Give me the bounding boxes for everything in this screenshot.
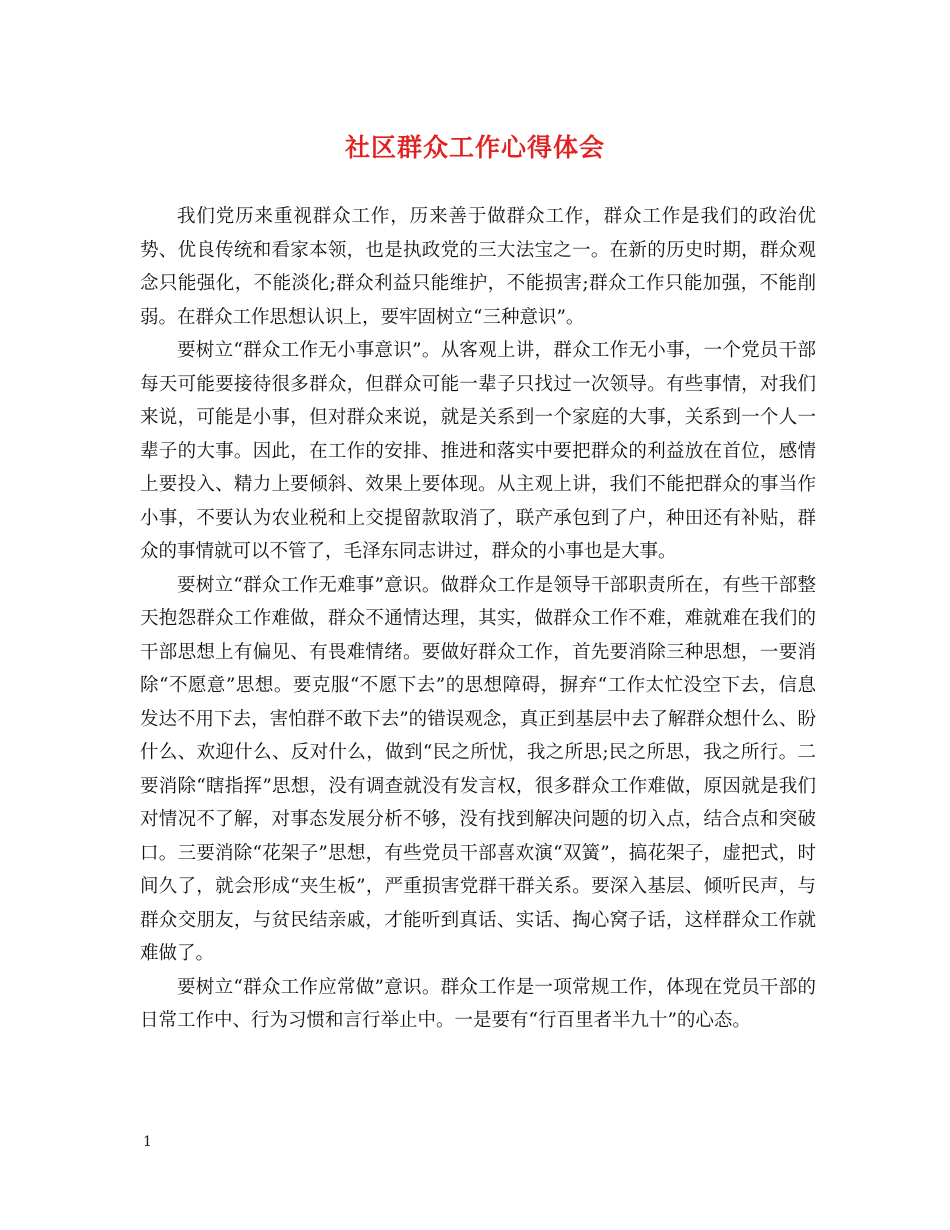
paragraph: 要树立“群众工作无小事意识”。从客观上讲，群众工作无小事，一个党员干部每天可能要接待很多群众，但群众可能一辈子只找过一次领导。有些事情，对我们来说，可能是小事，但对群众来说，就是关系到一个家庭的大事，关系到一个人一辈子的大事。因此，在工作的安排、推进和落实中要把群众的利益放在首位，感情上要投入、精力上要倾斜、效果上要体现。从主观上讲，我们不能把群众的事当作小事，不要认为农业税和上交提留款取消了，联产承包到了户，种田还有补贴，群众的事情就可以不管了，毛泽东同志讲过，群众的小事也是大事。 [140,340,816,562]
page-number: 1 [143,1134,152,1150]
document-title: 社区群众工作心得体会 [344,133,605,162]
document-body [140,200,816,1038]
paragraph: 要树立“群众工作应常做”意识。群众工作是一项常规工作，体现在党员干部的日常工作中、行为习惯和言行举止中。一是要有“行百里者半九十”的心态。 [140,976,816,1031]
paragraph: 要树立“群众工作无难事”意识。做群众工作是领导干部职责所在，有些干部整天抱怨群众工作难做，群众不通情达理，其实，做群众工作不难，难就难在我们的干部思想上有偏见、有畏难情绪。要做好群众工作，首先要消除三种思想，一要消除“不愿意”思想。要克服“不愿下去”的思想障碍，摒弃“工作太忙没空下去，信息发达不用下去，害怕群不敢下去”的错误观念，真正到基层中去了解群众想什么、盼什么、欢迎什么、反对什么，做到“民之所忧，我之所思;民之所思，我之所行。二要消除“瞎指挥”思想，没有调查就没有发言权，很多群众工作难做，原因就是我们对情况不了解，对事态发展分析不够，没有找到解决问题的切入点，结合点和突破口。三要消除“花架子”思想，有些党员干部喜欢演“双簧”，搞花架子，虚把式，时间久了，就会形成“夹生板”，严重损害党群干群关系。要深入基层、倾听民声，与群众交朋友，与贫民结亲戚，才能听到真话、实话、掏心窝子话，这样群众工作就难做了。 [140,574,816,964]
paragraph: 我们党历来重视群众工作，历来善于做群众工作，群众工作是我们的政治优势、优良传统和看家本领，也是执政党的三大法宝之一。在新的历史时期，群众观念只能强化，不能淡化;群众利益只能维护，不能损害;群众工作只能加强，不能削弱。在群众工作思想认识上，要牢固树立“三种意识”。 [140,206,816,328]
